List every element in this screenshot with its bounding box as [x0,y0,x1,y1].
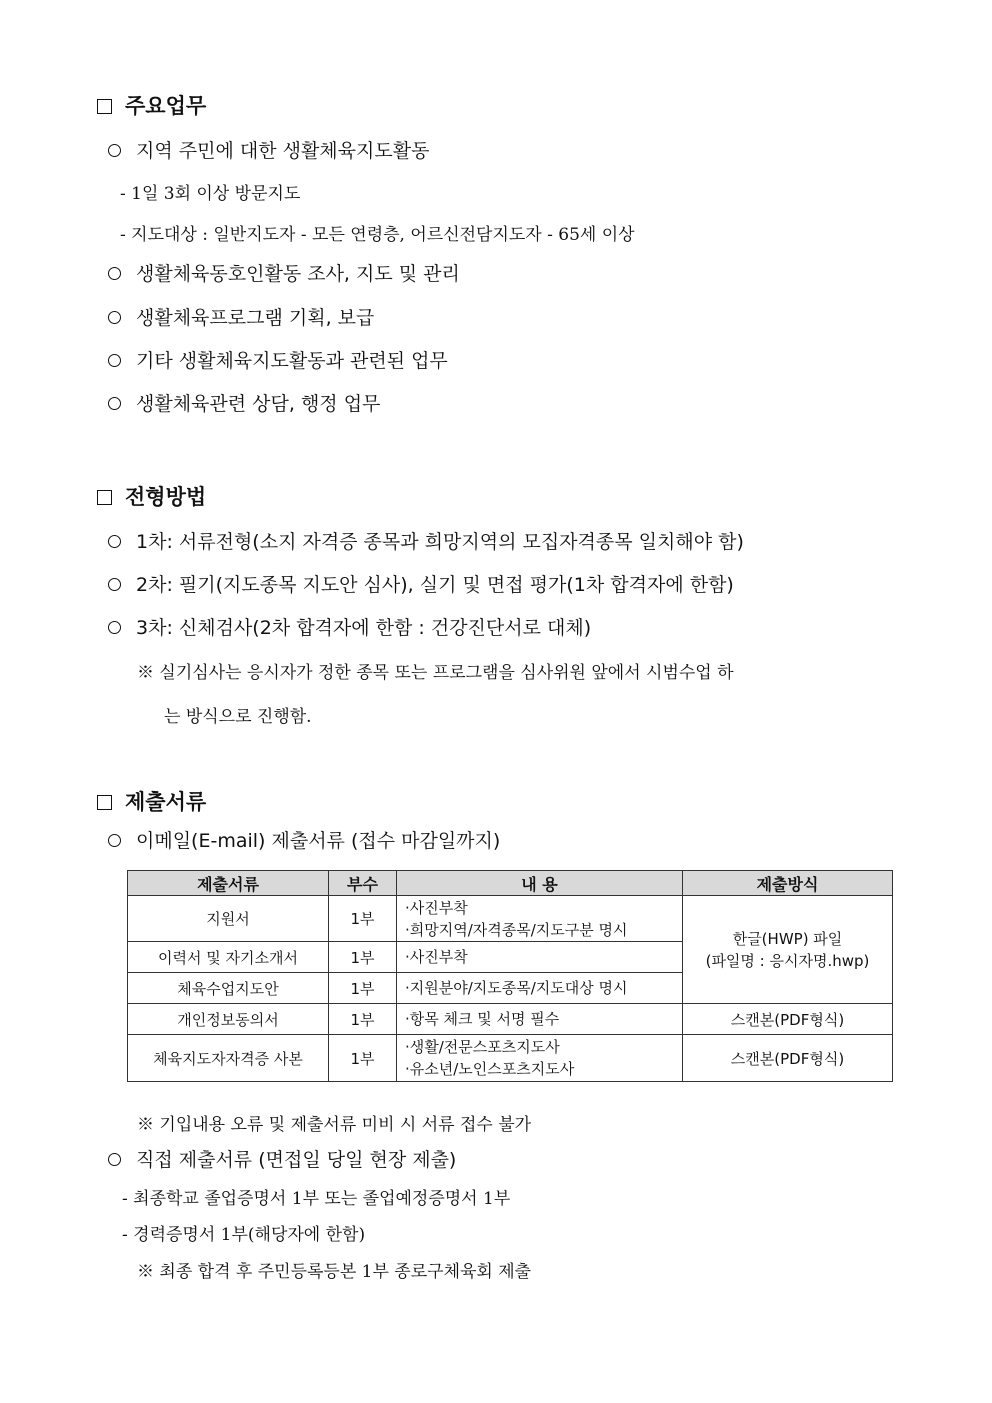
header-content: 내 용 [397,871,683,896]
selection-item: 2차: 필기(지도종목 지도안 심사), 실기 및 면접 평가(1차 합격자에 한함) [108,570,734,597]
circle-bullet-icon [108,267,121,280]
section-title-selection: 전형방법 [97,481,206,511]
email-documents-item: 이메일(E-mail) 제출서류 (접수 마감일까지) [108,826,500,853]
duty-item: 생활체육프로그램 기획, 보급 [108,303,374,330]
duty-item: 생활체육동호인활동 조사, 지도 및 관리 [108,259,460,286]
circle-bullet-icon [108,621,121,634]
documents-table [127,870,893,1082]
header-doc-name: 제출서류 [128,871,329,896]
circle-bullet-icon [108,354,121,367]
section-title-documents: 제출서류 [97,786,206,816]
circle-bullet-icon [108,1153,121,1166]
circle-bullet-icon [108,144,121,157]
duty-sub-item: - 1일 3회 이상 방문지도 [120,184,301,204]
doc-count: 1부 [329,942,397,973]
circle-bullet-icon [108,311,121,324]
circle-bullet-icon [108,535,121,548]
duty-sub-item: - 지도대상 : 일반지도자 - 모든 연령층, 어르신전담지도자 - 65세 이상 [120,225,635,245]
doc-method: 스캔본(PDF형식) [683,1035,893,1082]
table-row [128,896,893,942]
direct-sub-item: - 경력증명서 1부(해당자에 한함) [122,1225,366,1245]
doc-method-merged: 한글(HWP) 파일 (파일명 : 응시자명.hwp) [683,896,893,1004]
direct-sub-item: - 최종학교 졸업증명서 1부 또는 졸업예정증명서 1부 [122,1189,511,1209]
circle-bullet-icon [108,397,121,410]
table-row [128,1004,893,1035]
doc-content: ·사진부착 [397,942,683,973]
doc-name: 체육수업지도안 [128,973,329,1004]
circle-bullet-icon [108,578,121,591]
table-note: ※ 기입내용 오류 및 제출서류 미비 시 서류 접수 불가 [137,1115,532,1135]
doc-content: ·항목 체크 및 서명 필수 [397,1004,683,1035]
direct-documents-item: 직접 제출서류 (면접일 당일 현장 제출) [108,1145,456,1172]
doc-content: ·생활/전문스포츠지도사 ·유소년/노인스포츠지도사 [397,1035,683,1082]
table-header-row [128,871,893,896]
duty-item: 생활체육관련 상담, 행정 업무 [108,389,380,416]
table-row [128,1035,893,1082]
doc-name: 개인정보동의서 [128,1004,329,1035]
doc-content: ·지원분야/지도종목/지도대상 명시 [397,973,683,1004]
doc-name: 이력서 및 자기소개서 [128,942,329,973]
doc-count: 1부 [329,1035,397,1082]
checkbox-square-icon [97,99,112,114]
duty-item: 지역 주민에 대한 생활체육지도활동 [108,136,429,163]
doc-content: ·사진부착 ·희망지역/자격종목/지도구분 명시 [397,896,683,942]
header-count: 부수 [329,871,397,896]
doc-name: 지원서 [128,896,329,942]
checkbox-square-icon [97,490,112,505]
duty-item: 기타 생활체육지도활동과 관련된 업무 [108,346,448,373]
doc-count: 1부 [329,973,397,1004]
final-note: ※ 최종 합격 후 주민등록등본 1부 종로구체육회 제출 [137,1262,532,1282]
header-method: 제출방식 [683,871,893,896]
doc-count: 1부 [329,896,397,942]
circle-bullet-icon [108,834,121,847]
section-title-duties: 주요업무 [97,90,206,120]
selection-item: 1차: 서류전형(소지 자격증 종목과 희망지역의 모집자격종목 일치해야 함) [108,527,744,554]
selection-note-line2: 는 방식으로 진행함. [164,707,312,727]
doc-name: 체육지도자자격증 사본 [128,1035,329,1082]
doc-count: 1부 [329,1004,397,1035]
checkbox-square-icon [97,795,112,810]
doc-method: 스캔본(PDF형식) [683,1004,893,1035]
selection-note-line1: ※ 실기심사는 응시자가 정한 종목 또는 프로그램을 심사위원 앞에서 시범수업 하 [137,663,734,683]
selection-item: 3차: 신체검사(2차 합격자에 한함 : 건강진단서로 대체) [108,613,591,640]
